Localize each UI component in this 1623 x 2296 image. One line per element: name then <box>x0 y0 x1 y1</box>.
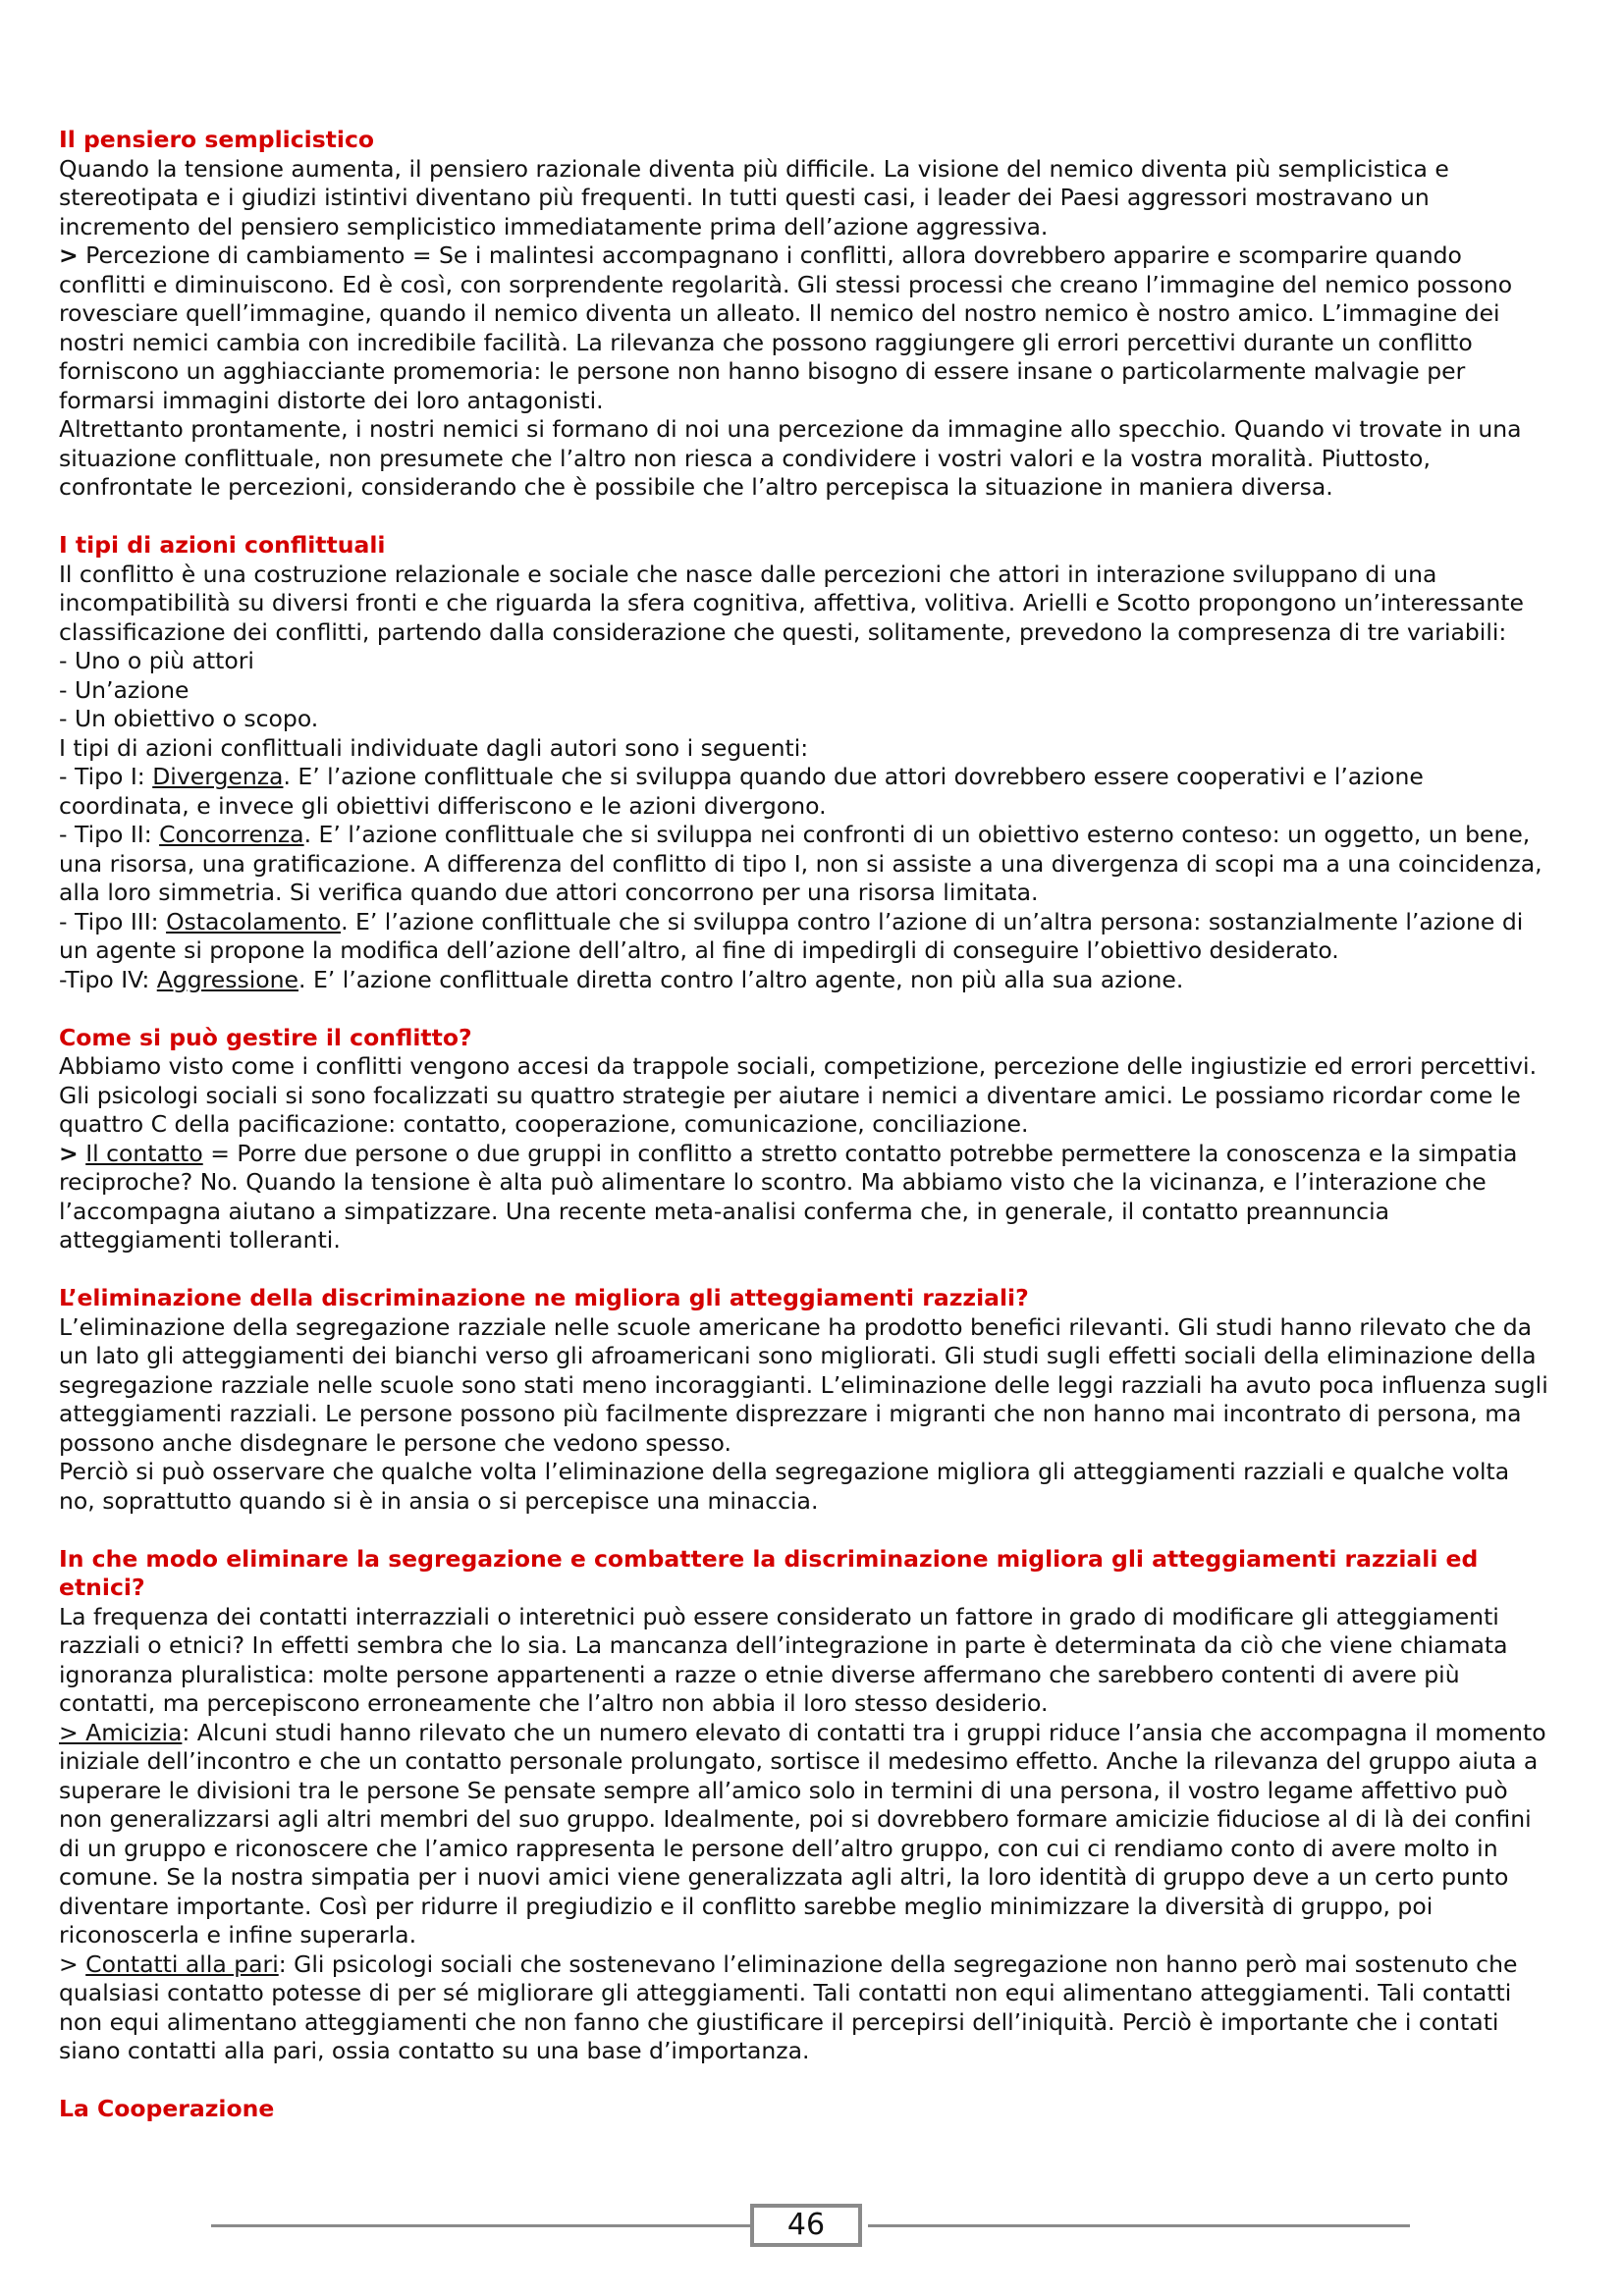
document-page <box>59 126 1551 2124</box>
list-item-type <box>59 821 1551 908</box>
paragraph: Abbiamo visto come i conflitti vengono accesi da trappole sociali, competizione, percezione delle ingiustizie ed errori percettivi. Gli psicologi sociali si sono focalizzati su quattro strategie per aiutare i nemici a diventare amici. Le possiamo ricordar come le quattro C della pacificazione: contatto, cooperazione, comunicazione, conciliazione. <box>59 1052 1538 1138</box>
paragraph-amicizia <box>59 1719 1551 1950</box>
type-name: Divergenza <box>152 763 284 790</box>
type-text: . E’ l’azione conflittuale che si sviluppa quando due attori dovrebbero essere cooperativi e l’azione coordinata, e invece gli obiettivi differiscono e le azioni divergono. <box>59 763 1424 820</box>
list-item: - Un’azione <box>59 675 189 704</box>
paragraph: L’eliminazione della segregazione razziale nelle scuole americane ha prodotto benefici rilevanti. Gli studi hanno rilevato che da un lato gli atteggiamenti dei bianchi verso gli afroamericani sono migliorati. Gli studi sugli effetti sociali della eliminazione della segregazione razziale nelle scuole sono stati meno incoraggianti. L’eliminazione delle leggi razziali ha avuto poca influenza sugli atteggiamenti razziali. Le persone possono più facilmente disprezzare i migranti che non hanno mai incontrato di persona, ma possono anche disdegnare le persone che vedono spesso. <box>59 1312 1548 1457</box>
bullet-marker: > <box>59 1139 79 1167</box>
type-text: . E’ l’azione conflittuale che si sviluppa nei confronti di un obiettivo esterno conteso: un oggetto, un bene, una risorsa, una gratificazione. A differenza del conflitto di tipo I, non si assiste a una divergenza di scopi ma a una coincidenza, alla loro simmetria. Si verifica quando due attori concorrono per una risorsa limitata. <box>59 821 1542 906</box>
type-prefix: - Tipo II: <box>59 821 160 848</box>
paragraph-text: = Porre due persone o due gruppi in conflitto a stretto contatto potrebbe permettere la conoscenza e la simpatia reciproche? No. Quando la tensione è alta può alimentare lo scontro. Ma abbiamo visto che la vicinanza, e l’interazione che l’accompagna aiutano a simpatizzare. Una recente meta-analisi conferma che, in generale, il contatto preannuncia atteggiamenti tolleranti. <box>59 1139 1518 1254</box>
type-text: . E’ l’azione conflittuale che si sviluppa contro l’azione di un’altra persona: sostanzialmente l’azione di un agente si propone la modifica dell’azione dell’altro, al fine di impedirgli di conseguire l’obiettivo desiderato. <box>59 907 1524 964</box>
section-heading: L’eliminazione della discriminazione ne migliora gli atteggiamenti razziali? <box>59 1284 1029 1311</box>
paragraph-contatto <box>59 1140 1551 1255</box>
type-prefix: - Tipo III: <box>59 907 167 935</box>
term-name: > Amicizia <box>59 1718 183 1746</box>
term-name: Il contatto <box>85 1139 203 1167</box>
paragraph: Il conflitto è una costruzione relazionale e sociale che nasce dalle percezioni che attori in interazione sviluppano di una incompatibilità su diversi fronti e che riguarda la sfera cognitiva, affettiva, volitiva. Arielli e Scotto propongono un’interessante classificazione dei conflitti, partendo dalla considerazione che questi, solitamente, prevedono la compresenza di tre variabili: <box>59 560 1524 646</box>
paragraph-text: : Gli psicologi sociali che sostenevano l’eliminazione della segregazione non hanno però mai sostenuto che qualsiasi contatto potesse di per sé migliorare gli atteggiamenti. Tali contatti non equi alimentano atteggiamenti. Tali contatti non equi alimentano atteggiamenti che non fanno che giustificare il percepirsi dell’iniquità. Perciò è importante che i contati siano contatti alla pari, ossia contatto su una base d’importanza. <box>59 1949 1518 2064</box>
type-name: Concorrenza <box>159 821 304 848</box>
bullet-marker: > <box>59 1949 86 1978</box>
paragraph-text: Percezione di cambiamento = Se i malintesi accompagnano i conflitti, allora dovrebbero apparire e scomparire quando conflitti e diminuiscono. Ed è così, con sorprendente regolarità. Gli stessi processi che creano l’immagine del nemico possono rovesciare quell’immagine, quando il nemico diventa un alleato. Il nemico del nostro nemico è nostro amico. L’immagine dei nostri nemici cambia con incredibile facilità. La rilevanza che possono raggiungere gli errori percettivi durante un conflitto forniscono un agghiacciante promemoria: le persone non hanno bisogno di essere insane o particolarmente malvagie per formarsi immagini distorte dei loro antagonisti. <box>59 241 1513 414</box>
paragraph: I tipi di azioni conflittuali individuate dagli autori sono i seguenti: <box>59 733 809 762</box>
paragraph: Perciò si può osservare che qualche volta l’eliminazione della segregazione migliora gli atteggiamenti razziali e qualche volta no, soprattutto quando si è in ansia o si percepisce una minaccia. <box>59 1458 1510 1515</box>
section-heading: In che modo eliminare la segregazione e combattere la discriminazione migliora gli atteggiamenti razziali ed etnici? <box>59 1544 1479 1601</box>
type-prefix: - Tipo I: <box>59 763 153 790</box>
footer-divider-left <box>211 2224 751 2227</box>
list-item-type <box>59 908 1551 966</box>
type-name: Aggressione <box>156 965 298 993</box>
type-prefix: -Tipo IV: <box>59 965 157 993</box>
list-item: - Un obiettivo o scopo. <box>59 705 319 732</box>
section-heading: La Cooperazione <box>59 2095 275 2122</box>
paragraph: Altrettanto prontamente, i nostri nemici si formano di noi una percezione da immagine allo specchio. Quando vi trovate in una situazione conflittuale, non presumete che l’altro non riesca a condividere i vostri valori e la vostra moralità. Piuttosto, confrontate le percezioni, considerando che è possibile che l’altro percepisca la situazione in maniera diversa. <box>59 415 1522 501</box>
type-name: Ostacolamento <box>166 907 342 935</box>
section-heading: Come si può gestire il conflitto? <box>59 1023 472 1051</box>
page-number: 46 <box>750 2204 862 2247</box>
paragraph: La frequenza dei contatti interrazziali o interetnici può essere considerato un fattore in grado di modificare gli atteggiamenti razziali o etnici? In effetti sembra che lo sia. La mancanza dell’integrazione in parte è determinata da ciò che viene chiamata ignoranza pluralistica: molte persone appartenenti a razze o etnie diverse affermano che sarebbero contenti di avere più contatti, ma percepiscono erroneamente che l’altro non abbia il loro stesso desiderio. <box>59 1602 1508 1717</box>
term-name: Contatti alla pari <box>85 1949 279 1978</box>
type-text: . E’ l’azione conflittuale diretta contro l’altro agente, non più alla sua azione. <box>298 965 1184 993</box>
paragraph-cambiamento <box>59 241 1551 415</box>
list-item: - Uno o più attori <box>59 647 254 674</box>
paragraph: Quando la tensione aumenta, il pensiero razionale diventa più difficile. La visione del nemico diventa più semplicistica e stereotipata e i giudizi istintivi diventano più frequenti. In tutti questi casi, i leader dei Paesi aggressori mostravano un incremento del pensiero semplicistico immediatamente prima dell’azione aggressiva. <box>59 154 1449 240</box>
bullet-marker: > <box>59 241 79 269</box>
paragraph-text: : Alcuni studi hanno rilevato che un numero elevato di contatti tra i gruppi riduce l’ansia che accompagna il momento iniziale dell’incontro e che un contatto personale prolungato, sortisce il medesimo effetto. Anche la rilevanza del gruppo aiuta a superare le divisioni tra le persone Se pensate sempre all’amico solo in termini di una persona, il vostro legame affettivo può non generalizzarsi agli altri membri del suo gruppo. Idealmente, poi si dovrebbero formare amicizie fiduciose al di là dei confini di un gruppo e riconoscere che l’amico rappresenta le persone dell’altro gruppo, con cui ci rendiamo conto di avere molto in comune. Se la nostra simpatia per i nuovi amici viene generalizzata agli altri, la loro identità di gruppo deve a un certo punto diventare importante. Così per ridurre il pregiudizio e il conflitto sarebbe meglio minimizzare la diversità di gruppo, poi riconoscerla e infine superarla. <box>59 1718 1546 1949</box>
section-heading: Il pensiero semplicistico <box>59 126 375 153</box>
footer-divider-right <box>868 2224 1410 2227</box>
paragraph-contatti-pari <box>59 1950 1551 2066</box>
list-item-type <box>59 763 1551 821</box>
section-heading: I tipi di azioni conflittuali <box>59 531 386 559</box>
list-item-type <box>59 966 1551 995</box>
